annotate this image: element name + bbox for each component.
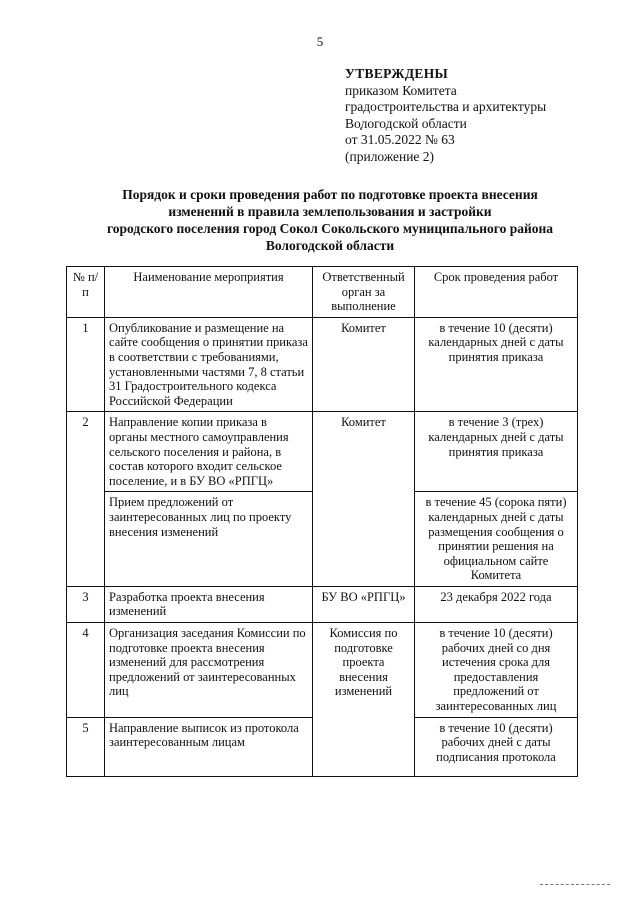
approval-stamp: УТВЕРЖДЕНЫ — [345, 66, 449, 81]
header-name: Наименование мероприятия — [105, 267, 313, 318]
approval-line: приказом Комитета — [345, 82, 457, 98]
cell-num: 2 — [67, 412, 105, 587]
cell-org: Комитет — [313, 317, 415, 412]
table-row — [67, 412, 578, 492]
table-row — [67, 586, 578, 622]
approval-line: Вологодской области — [345, 115, 467, 131]
cell-name: Направление копии приказа в органы местного самоуправления сельского поселения и района, в состав которого входит сельское поселение, и в БУ ВО «РПГЦ» — [105, 412, 313, 492]
title-line: Порядок и сроки проведения работ по подготовке проекта внесения — [122, 187, 538, 202]
approval-line: от 31.05.2022 № 63 — [345, 132, 455, 147]
page-number: 5 — [316, 34, 324, 49]
title-line: Вологодской области — [265, 238, 395, 253]
document-title — [60, 186, 600, 254]
cell-num: 3 — [67, 586, 105, 622]
cell-term: в течение 10 (десяти) рабочих дней с даты подписания протокола — [415, 717, 578, 776]
approval-line: (приложение 2) — [345, 148, 435, 164]
cell-name: Разработка проекта внесения изменений — [105, 586, 313, 622]
header-num: № п/п — [67, 267, 105, 318]
cell-term: в течение 45 (сорока пяти) календарных дней с даты размещения сообщения о принятии решения на официальном сайте Комитета — [415, 492, 578, 587]
cell-org: Комитет — [313, 412, 415, 587]
approval-line: градостроительства и архитектуры — [345, 99, 547, 114]
title-line: городского поселения город Сокол Сокольского муниципального района — [106, 221, 554, 236]
cell-term: в течение 10 (десяти) календарных дней с даты принятия приказа — [415, 317, 578, 412]
cell-num: 5 — [67, 717, 105, 776]
schedule-table — [66, 266, 578, 777]
approval-block — [345, 66, 625, 165]
cell-term: в течение 10 (десяти) рабочих дней со дня истечения срока для предоставления предложений от заинтересованных лиц — [415, 623, 578, 718]
cell-org: Комиссия по подготовке проекта внесения изменений — [313, 623, 415, 777]
table-header-row — [67, 267, 578, 318]
cell-term: 23 декабря 2022 года — [415, 586, 578, 622]
cell-name: Организация заседания Комиссии по подготовке проекта внесения изменений для рассмотрения предложений от заинтересованных лиц — [105, 623, 313, 718]
scan-mark — [540, 884, 610, 887]
cell-org: БУ ВО «РПГЦ» — [313, 586, 415, 622]
cell-name: Прием предложений от заинтересованных лиц по проекту внесения изменений — [105, 492, 313, 587]
cell-num: 1 — [67, 317, 105, 412]
title-line: изменений в правила землепользования и застройки — [168, 204, 492, 219]
header-term: Срок проведения работ — [415, 267, 578, 318]
table-row — [67, 317, 578, 412]
table-row — [67, 623, 578, 718]
cell-name: Опубликование и размещение на сайте сообщения о принятии приказа в соответствии с требованиями, установленными частями 7, 8 статьи 31 Градостроительного кодекса Российской Федерации — [105, 317, 313, 412]
cell-num: 4 — [67, 623, 105, 718]
cell-term: в течение 3 (трех) календарных дней с даты принятия приказа — [415, 412, 578, 492]
cell-name: Направление выписок из протокола заинтересованным лицам — [105, 717, 313, 776]
header-org: Ответственный орган за выполнение — [313, 267, 415, 318]
